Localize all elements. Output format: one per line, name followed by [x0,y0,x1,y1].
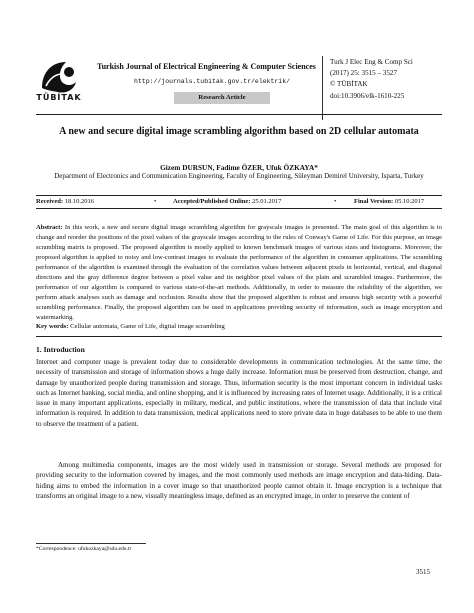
keywords-label: Key words: [36,323,69,330]
dates-rule-bottom [36,208,442,209]
accepted-date: Accepted/Published Online: 25.01.2017 [173,198,282,205]
header-rule [36,114,442,115]
abstract-text: In this work, a new and secure digital image scrambling algorithm for grayscale images is presented. The main goal of this algorithm is to change and reorder the positions of the pixel values of the grayscale images according to the rules of Conway's Game of Life. For this purpose, an image scrambling matrix is proposed. The proposed algorithm is mostly applied to known benchmark images of various sizes and histograms. Moreover, the proposed algorithm is applied to noisy and low-contrast images to evaluate the performance of the algorithm in consumer applications. The scrambling performance of the algorithm is examined through the evaluation of the correlation values between adjacent pixels in horizontal, vertical, and diagonal directions and the gray difference degree between a pixel value and its neighbor pixel values of the plain and scrambled images. Furthermore, the performance of our algorithm is compared to various state-of-the-art methods. Additionally, in order to measure the reliability of the algorithm, we perform attack analyses such as damage and occlusion. Results show that the proposed algorithm is robust and ensures high security with a powerful scrambling performance. Finally, the proposed algorithm can be used in applications providing security of information, such as image encryption and watermarking. [36,224,443,321]
article-type-badge: Research Article [174,92,270,104]
keywords-text: Cellular automata, Game of Life, digital image scrambling [70,323,225,330]
final-date: Final Version: 05.10.2017 [354,198,425,205]
affiliation: Department of Electronics and Communication Engineering, Faculty of Engineering, Süleyman Demirel University, Isparta, Turkey [54,172,424,180]
meta-doi[interactable]: doi:10.3906/elk-1610-225 [330,91,405,100]
abstract [36,223,442,323]
intro-paragraph-2: Among multimedia components, images are the most widely used in transmission or storage. Several methods are proposed for providing security to the information covered by images, and the most commonly used methods are image encryption and data-hiding. Data-hiding aims to embed the information in a cover image so that unauthorized people cannot obtain it. Image encryption is a technique that transforms an original image to a new, visually meaningless image, defined as an encrypted image, in order to preserve the content of [36,461,442,500]
journal-title: Turkish Journal of Electrical Engineering & Computer Sciences [97,62,316,71]
authors: Gizem DURSUN, Fadime ÖZER, Ufuk ÖZKAYA* [160,163,318,172]
received-date: Received: 18.10.2016 [36,198,94,205]
footnote-rule [36,543,146,544]
logo-text: TÜBİTAK [36,93,82,102]
dates-bullet: • [154,198,157,205]
dates-bullet: • [334,198,337,205]
journal-meta [330,57,413,102]
page-number: 3515 [416,568,430,576]
correspondence-footnote: *Correspondence: ufukozkaya@sdu.edu.tr [36,546,132,552]
abstract-rule [36,336,442,337]
dates-rule-top [36,195,442,196]
abstract-label: Abstract: [36,224,63,231]
meta-volume-pages: (2017) 25: 3515 – 3527 [330,69,397,78]
journal-url[interactable]: http://journals.tubitak.gov.tr/elektrik/ [134,78,291,85]
intro-paragraph-1: Internet and computer usage is prevalent today due to considerable developments in communication technologies. At the same time, the necessity of transmission and storage of information shows a huge daily increase. Information must be preserved from destruction, change, and damage by unauthorized people during transmission and storage. Thus, information security is the most important concern in individual tasks such as Internet banking, social media, and online shopping, and it is influenced by increasing rates of Internet usage. Additionally, it is a critical issue in many important applications, especially in military, medical, and public institutions, where the transmission of data that include vital information is required. In addition to data transmission, medical applications need to store private data in huge databases to be able to use them to observe the treatment of a patient. [36,358,442,428]
section-heading: 1. Introduction [36,345,85,354]
dates-bar [36,198,442,207]
tubitak-emblem-icon [36,58,80,94]
meta-journal-abbrev: Turk J Elec Eng & Comp Sci [330,58,413,66]
paper-title: A new and secure digital image scrambling algorithm based on 2D cellular automata [59,126,419,137]
meta-copyright: © TÜBİTAK [330,80,368,89]
keywords [36,323,442,330]
header-divider [322,56,323,120]
